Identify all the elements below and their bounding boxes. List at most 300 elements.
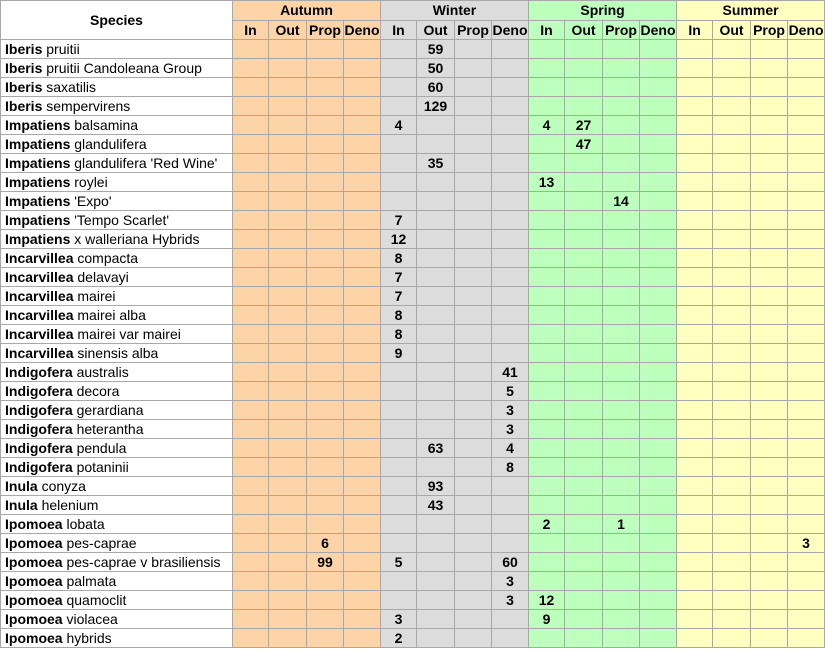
value-cell-spring-out[interactable] bbox=[565, 515, 603, 534]
value-cell-autumn-in[interactable] bbox=[233, 515, 269, 534]
species-cell[interactable] bbox=[1, 230, 233, 249]
value-cell-autumn-out[interactable] bbox=[269, 173, 307, 192]
value-cell-summer-deno[interactable] bbox=[788, 192, 825, 211]
value-cell-autumn-in[interactable] bbox=[233, 458, 269, 477]
value-cell-spring-in[interactable] bbox=[529, 572, 565, 591]
value-cell-summer-prop[interactable] bbox=[751, 382, 788, 401]
value-cell-autumn-out[interactable] bbox=[269, 306, 307, 325]
value-cell-spring-out[interactable] bbox=[565, 382, 603, 401]
value-cell-autumn-prop[interactable] bbox=[307, 287, 344, 306]
value-cell-summer-deno[interactable] bbox=[788, 553, 825, 572]
value-cell-winter-in[interactable]: 3 bbox=[381, 610, 417, 629]
value-cell-summer-prop[interactable] bbox=[751, 553, 788, 572]
value-cell-winter-deno[interactable] bbox=[492, 192, 529, 211]
value-cell-winter-prop[interactable] bbox=[455, 116, 492, 135]
value-cell-summer-in[interactable] bbox=[677, 135, 713, 154]
value-cell-summer-in[interactable] bbox=[677, 572, 713, 591]
value-cell-winter-out[interactable] bbox=[417, 344, 455, 363]
value-cell-summer-out[interactable] bbox=[713, 211, 751, 230]
value-cell-summer-prop[interactable] bbox=[751, 59, 788, 78]
value-cell-spring-deno[interactable] bbox=[640, 97, 677, 116]
value-cell-winter-prop[interactable] bbox=[455, 173, 492, 192]
season-header-winter[interactable]: Winter bbox=[381, 1, 529, 21]
value-cell-spring-out[interactable] bbox=[565, 629, 603, 648]
value-cell-summer-in[interactable] bbox=[677, 458, 713, 477]
value-cell-spring-out[interactable] bbox=[565, 40, 603, 59]
value-cell-winter-in[interactable] bbox=[381, 40, 417, 59]
value-cell-winter-deno[interactable] bbox=[492, 610, 529, 629]
value-cell-spring-in[interactable] bbox=[529, 458, 565, 477]
value-cell-spring-deno[interactable] bbox=[640, 382, 677, 401]
value-cell-autumn-prop[interactable] bbox=[307, 135, 344, 154]
value-cell-autumn-prop[interactable] bbox=[307, 382, 344, 401]
value-cell-summer-deno[interactable] bbox=[788, 135, 825, 154]
value-cell-spring-out[interactable] bbox=[565, 591, 603, 610]
value-cell-winter-prop[interactable] bbox=[455, 78, 492, 97]
value-cell-autumn-in[interactable] bbox=[233, 97, 269, 116]
value-cell-summer-deno[interactable] bbox=[788, 439, 825, 458]
value-cell-winter-out[interactable] bbox=[417, 268, 455, 287]
value-cell-winter-prop[interactable] bbox=[455, 610, 492, 629]
value-cell-winter-prop[interactable] bbox=[455, 40, 492, 59]
value-cell-winter-deno[interactable] bbox=[492, 116, 529, 135]
value-cell-spring-in[interactable] bbox=[529, 401, 565, 420]
value-cell-spring-deno[interactable] bbox=[640, 420, 677, 439]
value-cell-autumn-out[interactable] bbox=[269, 325, 307, 344]
value-cell-winter-in[interactable] bbox=[381, 534, 417, 553]
value-cell-autumn-deno[interactable] bbox=[344, 458, 381, 477]
value-cell-winter-in[interactable]: 8 bbox=[381, 306, 417, 325]
value-cell-autumn-out[interactable] bbox=[269, 439, 307, 458]
value-cell-winter-in[interactable] bbox=[381, 401, 417, 420]
value-cell-spring-prop[interactable] bbox=[603, 591, 640, 610]
value-cell-spring-deno[interactable] bbox=[640, 78, 677, 97]
value-cell-summer-deno[interactable] bbox=[788, 211, 825, 230]
value-cell-spring-deno[interactable] bbox=[640, 173, 677, 192]
value-cell-autumn-in[interactable] bbox=[233, 59, 269, 78]
value-cell-summer-in[interactable] bbox=[677, 515, 713, 534]
value-cell-summer-deno[interactable] bbox=[788, 629, 825, 648]
value-cell-winter-out[interactable] bbox=[417, 116, 455, 135]
value-cell-autumn-in[interactable] bbox=[233, 249, 269, 268]
value-cell-spring-in[interactable] bbox=[529, 59, 565, 78]
value-cell-spring-in[interactable] bbox=[529, 344, 565, 363]
value-cell-winter-out[interactable]: 35 bbox=[417, 154, 455, 173]
value-cell-summer-prop[interactable] bbox=[751, 268, 788, 287]
value-cell-autumn-deno[interactable] bbox=[344, 116, 381, 135]
value-cell-summer-prop[interactable] bbox=[751, 439, 788, 458]
value-cell-summer-deno[interactable] bbox=[788, 40, 825, 59]
value-cell-spring-prop[interactable]: 1 bbox=[603, 515, 640, 534]
value-cell-spring-in[interactable] bbox=[529, 553, 565, 572]
value-cell-winter-in[interactable] bbox=[381, 135, 417, 154]
value-cell-winter-prop[interactable] bbox=[455, 496, 492, 515]
value-cell-autumn-prop[interactable] bbox=[307, 40, 344, 59]
value-cell-summer-deno[interactable] bbox=[788, 230, 825, 249]
value-cell-spring-in[interactable] bbox=[529, 325, 565, 344]
value-cell-autumn-out[interactable] bbox=[269, 40, 307, 59]
value-cell-spring-in[interactable] bbox=[529, 629, 565, 648]
value-cell-spring-deno[interactable] bbox=[640, 40, 677, 59]
value-cell-summer-out[interactable] bbox=[713, 534, 751, 553]
value-cell-autumn-out[interactable] bbox=[269, 78, 307, 97]
value-cell-winter-in[interactable] bbox=[381, 439, 417, 458]
value-cell-summer-prop[interactable] bbox=[751, 325, 788, 344]
value-cell-summer-prop[interactable] bbox=[751, 344, 788, 363]
value-cell-spring-prop[interactable] bbox=[603, 344, 640, 363]
value-cell-winter-out[interactable] bbox=[417, 230, 455, 249]
value-cell-autumn-prop[interactable] bbox=[307, 344, 344, 363]
value-cell-summer-prop[interactable] bbox=[751, 173, 788, 192]
value-cell-summer-out[interactable] bbox=[713, 496, 751, 515]
value-cell-autumn-in[interactable] bbox=[233, 382, 269, 401]
value-cell-autumn-in[interactable] bbox=[233, 401, 269, 420]
value-cell-autumn-prop[interactable] bbox=[307, 211, 344, 230]
sub-header-spring-in[interactable]: In bbox=[529, 20, 565, 40]
value-cell-summer-in[interactable] bbox=[677, 401, 713, 420]
value-cell-autumn-prop[interactable] bbox=[307, 97, 344, 116]
value-cell-summer-in[interactable] bbox=[677, 496, 713, 515]
value-cell-spring-deno[interactable] bbox=[640, 154, 677, 173]
value-cell-autumn-in[interactable] bbox=[233, 116, 269, 135]
sub-header-summer-in[interactable]: In bbox=[677, 20, 713, 40]
value-cell-summer-in[interactable] bbox=[677, 363, 713, 382]
value-cell-autumn-deno[interactable] bbox=[344, 325, 381, 344]
value-cell-summer-in[interactable] bbox=[677, 591, 713, 610]
value-cell-autumn-in[interactable] bbox=[233, 572, 269, 591]
value-cell-winter-prop[interactable] bbox=[455, 135, 492, 154]
value-cell-autumn-in[interactable] bbox=[233, 420, 269, 439]
value-cell-autumn-in[interactable] bbox=[233, 154, 269, 173]
value-cell-spring-in[interactable] bbox=[529, 154, 565, 173]
value-cell-winter-prop[interactable] bbox=[455, 458, 492, 477]
value-cell-winter-in[interactable] bbox=[381, 458, 417, 477]
value-cell-autumn-in[interactable] bbox=[233, 78, 269, 97]
value-cell-summer-out[interactable] bbox=[713, 439, 751, 458]
value-cell-winter-deno[interactable]: 4 bbox=[492, 439, 529, 458]
value-cell-summer-in[interactable] bbox=[677, 477, 713, 496]
value-cell-autumn-deno[interactable] bbox=[344, 40, 381, 59]
value-cell-summer-deno[interactable] bbox=[788, 78, 825, 97]
species-cell[interactable] bbox=[1, 629, 233, 648]
value-cell-summer-in[interactable] bbox=[677, 534, 713, 553]
value-cell-winter-prop[interactable] bbox=[455, 363, 492, 382]
value-cell-winter-deno[interactable]: 3 bbox=[492, 591, 529, 610]
value-cell-summer-out[interactable] bbox=[713, 59, 751, 78]
value-cell-winter-prop[interactable] bbox=[455, 534, 492, 553]
value-cell-spring-out[interactable] bbox=[565, 610, 603, 629]
value-cell-summer-prop[interactable] bbox=[751, 192, 788, 211]
value-cell-winter-prop[interactable] bbox=[455, 306, 492, 325]
value-cell-spring-deno[interactable] bbox=[640, 306, 677, 325]
value-cell-spring-prop[interactable] bbox=[603, 211, 640, 230]
value-cell-autumn-in[interactable] bbox=[233, 211, 269, 230]
species-cell[interactable] bbox=[1, 477, 233, 496]
value-cell-summer-prop[interactable] bbox=[751, 496, 788, 515]
value-cell-autumn-prop[interactable] bbox=[307, 515, 344, 534]
value-cell-autumn-in[interactable] bbox=[233, 135, 269, 154]
value-cell-summer-prop[interactable] bbox=[751, 306, 788, 325]
value-cell-winter-in[interactable] bbox=[381, 59, 417, 78]
value-cell-spring-deno[interactable] bbox=[640, 344, 677, 363]
value-cell-autumn-deno[interactable] bbox=[344, 192, 381, 211]
value-cell-spring-out[interactable] bbox=[565, 363, 603, 382]
value-cell-summer-prop[interactable] bbox=[751, 40, 788, 59]
value-cell-spring-out[interactable]: 47 bbox=[565, 135, 603, 154]
value-cell-summer-deno[interactable] bbox=[788, 477, 825, 496]
value-cell-winter-out[interactable]: 50 bbox=[417, 59, 455, 78]
value-cell-winter-prop[interactable] bbox=[455, 230, 492, 249]
value-cell-spring-in[interactable] bbox=[529, 135, 565, 154]
value-cell-autumn-deno[interactable] bbox=[344, 211, 381, 230]
value-cell-winter-in[interactable]: 7 bbox=[381, 268, 417, 287]
value-cell-summer-out[interactable] bbox=[713, 477, 751, 496]
value-cell-autumn-in[interactable] bbox=[233, 192, 269, 211]
value-cell-autumn-deno[interactable] bbox=[344, 534, 381, 553]
value-cell-winter-prop[interactable] bbox=[455, 591, 492, 610]
species-cell[interactable] bbox=[1, 306, 233, 325]
value-cell-winter-prop[interactable] bbox=[455, 192, 492, 211]
species-cell[interactable] bbox=[1, 363, 233, 382]
value-cell-autumn-prop[interactable] bbox=[307, 78, 344, 97]
value-cell-autumn-out[interactable] bbox=[269, 116, 307, 135]
value-cell-summer-prop[interactable] bbox=[751, 401, 788, 420]
species-cell[interactable] bbox=[1, 173, 233, 192]
value-cell-summer-prop[interactable] bbox=[751, 78, 788, 97]
sub-header-autumn-deno[interactable]: Deno bbox=[344, 21, 380, 38]
value-cell-summer-in[interactable] bbox=[677, 420, 713, 439]
value-cell-autumn-out[interactable] bbox=[269, 268, 307, 287]
value-cell-winter-out[interactable]: 93 bbox=[417, 477, 455, 496]
season-header-spring[interactable]: Spring bbox=[529, 1, 677, 21]
value-cell-summer-deno[interactable] bbox=[788, 572, 825, 591]
value-cell-winter-out[interactable] bbox=[417, 287, 455, 306]
value-cell-autumn-deno[interactable] bbox=[344, 591, 381, 610]
value-cell-winter-out[interactable] bbox=[417, 610, 455, 629]
value-cell-winter-out[interactable]: 129 bbox=[417, 97, 455, 116]
value-cell-autumn-deno[interactable] bbox=[344, 59, 381, 78]
value-cell-spring-in[interactable] bbox=[529, 306, 565, 325]
value-cell-spring-deno[interactable] bbox=[640, 477, 677, 496]
value-cell-winter-in[interactable]: 8 bbox=[381, 325, 417, 344]
value-cell-winter-deno[interactable] bbox=[492, 515, 529, 534]
value-cell-spring-prop[interactable] bbox=[603, 553, 640, 572]
value-cell-summer-prop[interactable] bbox=[751, 572, 788, 591]
value-cell-autumn-out[interactable] bbox=[269, 230, 307, 249]
value-cell-winter-in[interactable]: 9 bbox=[381, 344, 417, 363]
value-cell-summer-prop[interactable] bbox=[751, 249, 788, 268]
value-cell-summer-out[interactable] bbox=[713, 591, 751, 610]
value-cell-spring-prop[interactable] bbox=[603, 458, 640, 477]
value-cell-autumn-out[interactable] bbox=[269, 458, 307, 477]
value-cell-spring-out[interactable] bbox=[565, 439, 603, 458]
value-cell-spring-in[interactable] bbox=[529, 40, 565, 59]
value-cell-autumn-in[interactable] bbox=[233, 173, 269, 192]
value-cell-summer-deno[interactable] bbox=[788, 306, 825, 325]
species-cell[interactable] bbox=[1, 40, 233, 59]
value-cell-autumn-out[interactable] bbox=[269, 135, 307, 154]
value-cell-summer-out[interactable] bbox=[713, 306, 751, 325]
value-cell-summer-deno[interactable] bbox=[788, 249, 825, 268]
value-cell-spring-out[interactable] bbox=[565, 287, 603, 306]
value-cell-summer-out[interactable] bbox=[713, 40, 751, 59]
value-cell-autumn-deno[interactable] bbox=[344, 496, 381, 515]
value-cell-spring-out[interactable] bbox=[565, 458, 603, 477]
value-cell-spring-deno[interactable] bbox=[640, 439, 677, 458]
value-cell-spring-prop[interactable] bbox=[603, 325, 640, 344]
value-cell-spring-deno[interactable] bbox=[640, 192, 677, 211]
value-cell-spring-deno[interactable] bbox=[640, 268, 677, 287]
value-cell-autumn-prop[interactable] bbox=[307, 154, 344, 173]
species-cell[interactable] bbox=[1, 287, 233, 306]
value-cell-winter-deno[interactable] bbox=[492, 173, 529, 192]
value-cell-spring-in[interactable] bbox=[529, 534, 565, 553]
value-cell-winter-prop[interactable] bbox=[455, 154, 492, 173]
value-cell-winter-deno[interactable] bbox=[492, 249, 529, 268]
sub-header-autumn-in[interactable]: In bbox=[233, 20, 269, 40]
value-cell-summer-out[interactable] bbox=[713, 192, 751, 211]
value-cell-winter-deno[interactable] bbox=[492, 306, 529, 325]
value-cell-autumn-out[interactable] bbox=[269, 363, 307, 382]
value-cell-spring-in[interactable] bbox=[529, 211, 565, 230]
value-cell-spring-prop[interactable] bbox=[603, 382, 640, 401]
season-header-autumn[interactable]: Autumn bbox=[233, 1, 381, 21]
value-cell-autumn-in[interactable] bbox=[233, 477, 269, 496]
value-cell-autumn-in[interactable] bbox=[233, 287, 269, 306]
value-cell-spring-out[interactable] bbox=[565, 192, 603, 211]
value-cell-winter-out[interactable] bbox=[417, 325, 455, 344]
species-cell[interactable] bbox=[1, 553, 233, 572]
value-cell-winter-deno[interactable]: 8 bbox=[492, 458, 529, 477]
value-cell-summer-out[interactable] bbox=[713, 610, 751, 629]
value-cell-winter-prop[interactable] bbox=[455, 629, 492, 648]
value-cell-autumn-out[interactable] bbox=[269, 591, 307, 610]
value-cell-spring-out[interactable] bbox=[565, 420, 603, 439]
value-cell-spring-deno[interactable] bbox=[640, 135, 677, 154]
value-cell-summer-prop[interactable] bbox=[751, 287, 788, 306]
value-cell-summer-prop[interactable] bbox=[751, 477, 788, 496]
value-cell-autumn-in[interactable] bbox=[233, 344, 269, 363]
value-cell-winter-deno[interactable] bbox=[492, 629, 529, 648]
sub-header-spring-out[interactable]: Out bbox=[565, 20, 603, 40]
species-cell[interactable] bbox=[1, 515, 233, 534]
value-cell-spring-deno[interactable] bbox=[640, 249, 677, 268]
value-cell-autumn-in[interactable] bbox=[233, 325, 269, 344]
value-cell-winter-deno[interactable]: 3 bbox=[492, 401, 529, 420]
species-cell[interactable] bbox=[1, 591, 233, 610]
value-cell-spring-prop[interactable] bbox=[603, 534, 640, 553]
value-cell-spring-prop[interactable] bbox=[603, 116, 640, 135]
value-cell-summer-in[interactable] bbox=[677, 154, 713, 173]
species-cell[interactable] bbox=[1, 420, 233, 439]
value-cell-spring-prop[interactable] bbox=[603, 135, 640, 154]
value-cell-summer-deno[interactable] bbox=[788, 116, 825, 135]
value-cell-winter-deno[interactable]: 3 bbox=[492, 420, 529, 439]
value-cell-spring-in[interactable] bbox=[529, 249, 565, 268]
value-cell-spring-deno[interactable] bbox=[640, 591, 677, 610]
value-cell-spring-deno[interactable] bbox=[640, 363, 677, 382]
value-cell-summer-out[interactable] bbox=[713, 553, 751, 572]
value-cell-spring-deno[interactable] bbox=[640, 59, 677, 78]
value-cell-spring-prop[interactable] bbox=[603, 629, 640, 648]
value-cell-autumn-in[interactable] bbox=[233, 230, 269, 249]
value-cell-winter-deno[interactable] bbox=[492, 59, 529, 78]
value-cell-winter-deno[interactable]: 3 bbox=[492, 572, 529, 591]
sub-header-spring-deno[interactable]: Deno bbox=[640, 21, 676, 38]
value-cell-winter-in[interactable] bbox=[381, 78, 417, 97]
value-cell-winter-out[interactable] bbox=[417, 515, 455, 534]
value-cell-autumn-deno[interactable] bbox=[344, 439, 381, 458]
value-cell-winter-in[interactable] bbox=[381, 477, 417, 496]
value-cell-winter-prop[interactable] bbox=[455, 382, 492, 401]
value-cell-spring-deno[interactable] bbox=[640, 629, 677, 648]
value-cell-summer-out[interactable] bbox=[713, 287, 751, 306]
value-cell-summer-out[interactable] bbox=[713, 344, 751, 363]
value-cell-autumn-out[interactable] bbox=[269, 534, 307, 553]
value-cell-summer-in[interactable] bbox=[677, 173, 713, 192]
value-cell-summer-in[interactable] bbox=[677, 344, 713, 363]
value-cell-winter-in[interactable] bbox=[381, 382, 417, 401]
value-cell-autumn-prop[interactable] bbox=[307, 116, 344, 135]
species-column-header[interactable]: Species bbox=[1, 1, 233, 40]
value-cell-spring-out[interactable] bbox=[565, 97, 603, 116]
sub-header-winter-deno[interactable]: Deno bbox=[492, 21, 528, 38]
species-cell[interactable] bbox=[1, 439, 233, 458]
value-cell-autumn-in[interactable] bbox=[233, 439, 269, 458]
value-cell-winter-out[interactable] bbox=[417, 458, 455, 477]
value-cell-autumn-prop[interactable] bbox=[307, 192, 344, 211]
value-cell-winter-out[interactable]: 63 bbox=[417, 439, 455, 458]
value-cell-winter-deno[interactable] bbox=[492, 325, 529, 344]
value-cell-winter-deno[interactable] bbox=[492, 211, 529, 230]
value-cell-summer-out[interactable] bbox=[713, 515, 751, 534]
value-cell-autumn-prop[interactable] bbox=[307, 230, 344, 249]
value-cell-autumn-prop[interactable]: 99 bbox=[307, 553, 344, 572]
value-cell-autumn-out[interactable] bbox=[269, 344, 307, 363]
value-cell-spring-out[interactable] bbox=[565, 173, 603, 192]
value-cell-spring-in[interactable]: 2 bbox=[529, 515, 565, 534]
value-cell-autumn-prop[interactable] bbox=[307, 477, 344, 496]
value-cell-autumn-prop[interactable] bbox=[307, 458, 344, 477]
value-cell-winter-deno[interactable] bbox=[492, 496, 529, 515]
value-cell-spring-prop[interactable] bbox=[603, 572, 640, 591]
value-cell-spring-in[interactable] bbox=[529, 496, 565, 515]
value-cell-winter-in[interactable]: 8 bbox=[381, 249, 417, 268]
value-cell-summer-out[interactable] bbox=[713, 420, 751, 439]
value-cell-summer-prop[interactable] bbox=[751, 534, 788, 553]
value-cell-winter-in[interactable]: 4 bbox=[381, 116, 417, 135]
value-cell-summer-in[interactable] bbox=[677, 230, 713, 249]
value-cell-spring-prop[interactable] bbox=[603, 363, 640, 382]
value-cell-winter-prop[interactable] bbox=[455, 515, 492, 534]
value-cell-summer-prop[interactable] bbox=[751, 629, 788, 648]
sub-header-summer-deno[interactable]: Deno bbox=[788, 21, 824, 38]
value-cell-spring-deno[interactable] bbox=[640, 211, 677, 230]
value-cell-autumn-deno[interactable] bbox=[344, 629, 381, 648]
value-cell-winter-prop[interactable] bbox=[455, 572, 492, 591]
value-cell-winter-out[interactable]: 43 bbox=[417, 496, 455, 515]
value-cell-autumn-deno[interactable] bbox=[344, 477, 381, 496]
value-cell-autumn-prop[interactable] bbox=[307, 306, 344, 325]
value-cell-summer-prop[interactable] bbox=[751, 116, 788, 135]
value-cell-spring-deno[interactable] bbox=[640, 553, 677, 572]
value-cell-spring-out[interactable] bbox=[565, 211, 603, 230]
sub-header-spring-prop[interactable]: Prop bbox=[603, 20, 640, 40]
value-cell-spring-prop[interactable] bbox=[603, 306, 640, 325]
value-cell-summer-deno[interactable] bbox=[788, 268, 825, 287]
species-cell[interactable] bbox=[1, 325, 233, 344]
sub-header-summer-out[interactable]: Out bbox=[713, 20, 751, 40]
